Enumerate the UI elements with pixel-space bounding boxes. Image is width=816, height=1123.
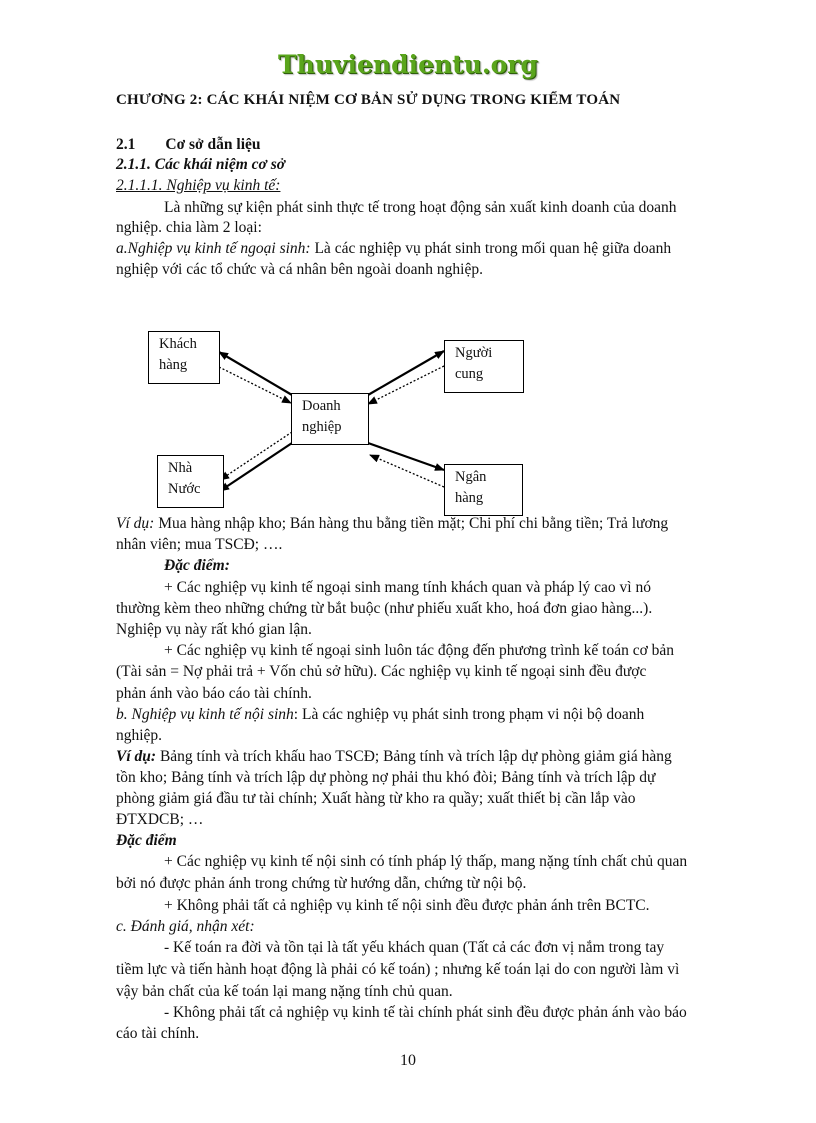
arrow-bank-to-enterprise bbox=[370, 455, 444, 487]
part-b-line-2: nghiệp. bbox=[116, 727, 163, 744]
features-b-p1-line-1: + Các nghiệp vụ kinh tế nội sinh có tính pháp lý thấp, mang nặng tính chất chủ quan bbox=[164, 853, 688, 870]
part-c-p1-line-3: vậy bản chất của kế toán lại mang nặng tính chủ quan. bbox=[116, 983, 453, 1000]
node-customer-line-1: Khách bbox=[159, 336, 197, 352]
part-c-p2-line-1: - Không phải tất cả nghiệp vụ kinh tế tài chính phát sinh đều được phản ánh vào báo bbox=[164, 1004, 687, 1021]
node-state-line-2: Nước bbox=[168, 481, 201, 497]
arrow-enterprise-to-bank bbox=[368, 443, 444, 470]
subsection-heading: 2.1.1. Các khái niệm cơ sở bbox=[116, 156, 286, 173]
subsubsection-heading: 2.1.1.1. Nghiệp vụ kinh tế: bbox=[116, 177, 281, 194]
example-a-label: Ví dụ: bbox=[116, 515, 155, 532]
part-a-line-2: nghiệp với các tổ chức và cá nhân bên ngoài doanh nghiệp. bbox=[116, 261, 483, 278]
part-a-text: Là các nghiệp vụ phát sinh trong mối quan hệ giữa doanh bbox=[310, 240, 672, 257]
section-number: 2.1 bbox=[116, 136, 136, 153]
features-b-p1-line-2: bởi nó được phản ánh trong chứng từ hướng dẫn, chứng từ nội bộ. bbox=[116, 875, 527, 892]
part-b-label: b. Nghiệp vụ kinh tế nội sinh bbox=[116, 706, 294, 723]
features-a-p2-line-3: phản ánh vào báo cáo tài chính. bbox=[116, 685, 312, 702]
arrow-enterprise-to-state-dotted bbox=[220, 432, 292, 480]
example-a-line-1 bbox=[116, 514, 668, 534]
example-b-line-1 bbox=[116, 747, 672, 767]
features-a-p1-line-2: thường kèm theo những chứng từ bắt buộc (như phiếu xuất kho, hoá đơn giao hàng...). bbox=[116, 600, 653, 617]
example-b-line-3: phòng giảm giá đầu tư tài chính; Xuất hàng từ kho ra quầy; xuất thiết bị cần lắp vào bbox=[116, 790, 636, 807]
example-b-label: Ví dụ: bbox=[116, 748, 157, 765]
node-bank bbox=[444, 464, 523, 516]
node-customer bbox=[148, 331, 220, 384]
node-supplier bbox=[444, 340, 524, 393]
node-enterprise bbox=[291, 393, 369, 445]
chapter-title: CHƯƠNG 2: CÁC KHÁI NIỆM CƠ BẢN SỬ DỤNG TRONG KIỂM TOÁN bbox=[116, 92, 621, 108]
arrow-enterprise-to-state bbox=[220, 443, 292, 491]
part-c-heading: c. Đánh giá, nhận xét: bbox=[116, 918, 255, 935]
arrow-enterprise-to-supplier bbox=[368, 351, 444, 395]
features-b-heading: Đặc điểm bbox=[116, 832, 177, 849]
node-customer-line-2: hàng bbox=[159, 357, 188, 373]
example-b-line-2: tồn kho; Bảng tính và trích lập dự phòng nợ phải thu khó đòi; Bảng tính và trích lập dự bbox=[116, 769, 656, 786]
site-logo: Thuviendientu.org bbox=[278, 50, 538, 79]
part-c-p1-line-1: - Kế toán ra đời và tồn tại là tất yếu khách quan (Tất cả các đơn vị nắm trong tay bbox=[164, 939, 665, 956]
part-b-text: : Là các nghiệp vụ phát sinh trong phạm vi nội bộ doanh bbox=[293, 706, 645, 723]
node-state-line-1: Nhà bbox=[168, 460, 193, 476]
part-a-label: a.Nghiệp vụ kinh tế ngoại sinh: bbox=[116, 240, 311, 257]
features-a-p2-line-2: (Tài sản = Nợ phải trả + Vốn chủ sở hữu). Các nghiệp vụ kinh tế ngoại sinh đều được bbox=[116, 663, 647, 680]
node-supplier-line-1: Người bbox=[455, 345, 493, 361]
node-supplier-line-2: cung bbox=[455, 366, 484, 382]
features-b-p2: + Không phải tất cả nghiệp vụ kinh tế nội sinh đều được phản ánh trên BCTC. bbox=[164, 897, 650, 914]
arrow-supplier-to-enterprise bbox=[368, 366, 444, 404]
part-c-p2-line-2: cáo tài chính. bbox=[116, 1025, 200, 1042]
part-b-line-1 bbox=[116, 705, 644, 725]
section-title: Cơ sở dẫn liệu bbox=[165, 136, 261, 153]
example-b-line-4: ĐTXDCB; … bbox=[116, 811, 204, 828]
node-enterprise-line-2: nghiệp bbox=[302, 419, 342, 435]
example-a-line-2: nhân viên; mua TSCĐ; …. bbox=[116, 536, 283, 553]
node-state bbox=[157, 455, 224, 508]
example-a-text: Mua hàng nhập kho; Bán hàng thu bằng tiền mặt; Chi phí chi bằng tiền; Trả lương bbox=[154, 515, 669, 532]
example-b-text: Bảng tính và trích khấu hao TSCĐ; Bảng tính và trích lập dự phòng giảm giá hàng bbox=[156, 748, 672, 765]
intro-line-1: Là những sự kiện phát sinh thực tế trong hoạt động sản xuất kinh doanh của doanh bbox=[164, 199, 677, 216]
part-c-p1-line-2: tiềm lực và tiến hành hoạt động là phải có kế toán) ; nhưng kế toán lại do con người làm vì bbox=[116, 961, 680, 978]
features-a-p1-line-3: Nghiệp vụ này rất khó gian lận. bbox=[116, 621, 312, 638]
page-number: 10 bbox=[400, 1052, 416, 1069]
features-a-p2-line-1: + Các nghiệp vụ kinh tế ngoại sinh luôn tác động đến phương trình kế toán cơ bản bbox=[164, 642, 675, 659]
node-bank-line-1: Ngân bbox=[455, 469, 487, 485]
arrow-enterprise-to-customer bbox=[219, 352, 292, 395]
intro-line-2: nghiệp. chia làm 2 loại: bbox=[116, 219, 262, 236]
features-a-p1-line-1: + Các nghiệp vụ kinh tế ngoại sinh mang tính khách quan và pháp lý cao vì nó bbox=[164, 579, 651, 596]
node-enterprise-line-1: Doanh bbox=[302, 398, 341, 414]
features-a-heading: Đặc điểm: bbox=[164, 557, 230, 574]
node-bank-line-2: hàng bbox=[455, 490, 484, 506]
